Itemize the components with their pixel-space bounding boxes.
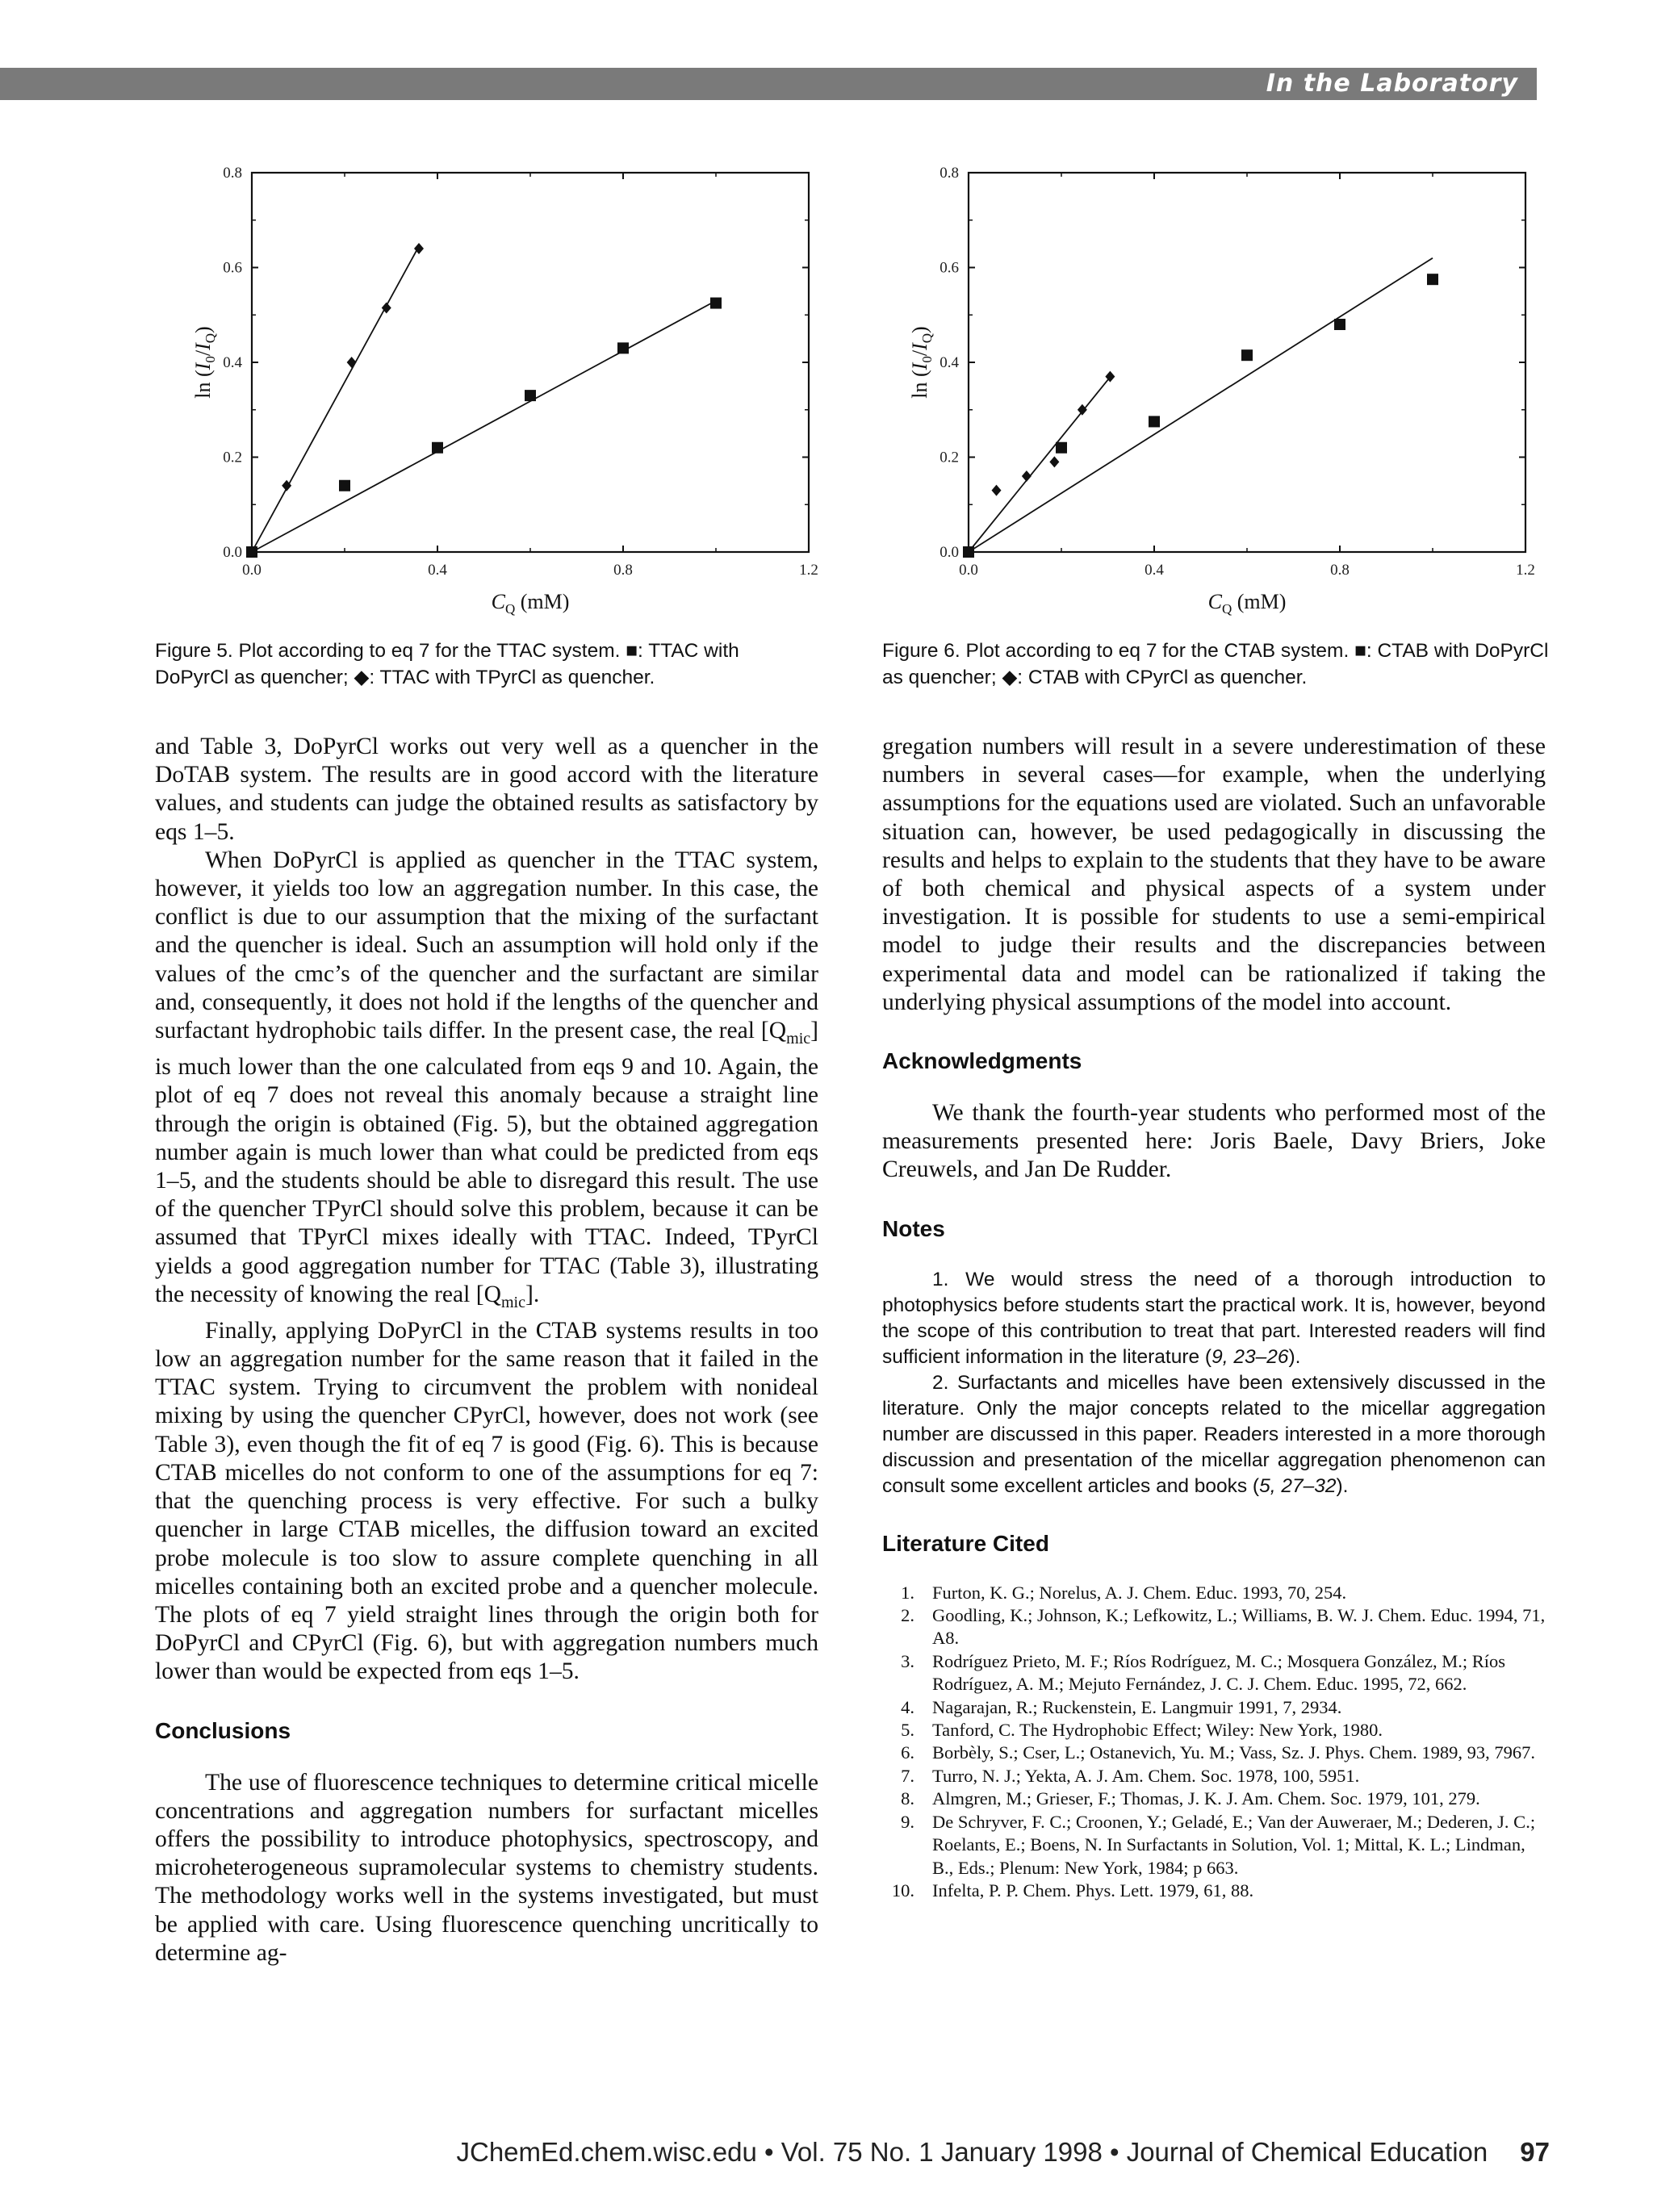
acknowledgments-text: We thank the fourth-year students who performed most of the measurements presented here: Joris Baele, Davy Briers, Joke Creuwels, and Jan De Rudder. (882, 1100, 1546, 1183)
square-point (1056, 442, 1067, 454)
square-point (432, 442, 443, 454)
square-point (1149, 416, 1160, 427)
square-point (1241, 349, 1253, 361)
reference-item: 10. Infelta, P. P. Chem. Phys. Lett. 1979, 61, 88. (891, 1880, 1254, 1900)
x-axis-title: $C_Q$ (mM) (1207, 590, 1287, 617)
y-tick-label: 0.2 (223, 449, 242, 466)
paragraph: When DoPyrCl is applied as quencher in the TTAC system, however, it yields too low an aggregation number. In this case, the conflict is due to our assumption that the mixing of the surfactant and the quencher is ideal. Such an assumption will hold only if the values of the cmc’s of the quencher and the surfactant are similar and, consequently, it does not hold if the lengths of the quencher and surfactant hydrophobic tails differ. In the present case, the real $[Q_{mic}]$ is much lower than the one calculated from eqs 9 and 10. Again, the plot of eq 7 does not reveal this anomaly because a straight line through the origin is obtained (Fig. 5), but the obtained aggregation number again is much lower than what could be predicted from eqs 1–5, and the students should be able to disregard this result. The use of the quencher TPyrCl should solve this problem, because it can be assumed that TPyrCl mixes ideally with TTAC. Indeed, TPyrCl yields a good aggregation number for TTAC (Table 3), illustrating the necessity of knowing the real $[Q_{mic}]$. (155, 847, 818, 1311)
paragraph: Finally, applying DoPyrCl in the CTAB systems results in too low an aggregation number for the same reason that it failed in the TTAC system. Trying to circumvent the problem with nonideal mixing by using the quencher CPyrCl, however, does not work (see Table 3), even though the fit of eq 7 is good (Fig. 6). This is because CTAB micelles do not conform to one of the assumptions for eq 7: that the quenching process is very effective. For such a bulky quencher in large CTAB micelles, the diffusion toward an excited probe molecule is too slow to assure complete quenching in all micelles containing both an excited probe and a quencher molecule. The plots of eq 7 yield straight lines through the origin both for DoPyrCl and CPyrCl (Fig. 6), but with aggregation numbers much lower than would be expected from eqs 1–5. (155, 1317, 818, 1685)
diamond-point (1049, 456, 1059, 467)
note-2: 2. Surfactants and micelles have been extensively discussed in the literature. Only the major concepts related to the micellar aggregation number are discussed in this paper. Readers interested in a more thorough discussion and presentation of the micellar aggregation phenomenon can consult some excellent articles and books (5, 27–32). (882, 1371, 1546, 1497)
y-axis-title: $\ln (I_0/I_Q)$ (908, 326, 935, 399)
figure-6-caption: Figure 6. Plot according to eq 7 for the CTAB system. ■: CTAB with DoPyrCl as quencher; ◆: CTAB with CPyrCl as quencher. (882, 640, 1549, 688)
fit-line (969, 258, 1433, 552)
square-point (617, 342, 629, 353)
paragraph: and Table 3, DoPyrCl works out very well as a quencher in the DoTAB system. The results are in good accord with the literature values, and students can judge the obtained results as satisfactory by eqs 1–5. (155, 734, 818, 845)
figure-5 (186, 161, 847, 629)
reference-item: 6. Borbèly, S.; Cser, L.; Ostanevich, Yu. M.; Vass, Sz. J. Phys. Chem. 1989, 93, 7967. (901, 1742, 1536, 1763)
diamond-point (992, 485, 1002, 496)
literature-heading: Literature Cited (882, 1530, 1049, 1556)
y-tick-label: 0.4 (223, 354, 242, 371)
reference-item: 5. Tanford, C. The Hydrophobic Effect; Wiley: New York, 1980. (901, 1720, 1383, 1741)
square-point (525, 390, 536, 401)
page-footer (0, 2137, 1550, 2168)
square-point (339, 480, 350, 491)
figure-6 (902, 161, 1564, 629)
x-tick-label: 0.0 (959, 562, 978, 579)
notes (882, 1267, 1546, 1499)
y-tick-label: 0.8 (223, 165, 242, 182)
y-tick-label: 0.0 (939, 544, 959, 561)
x-tick-label: 1.2 (1516, 562, 1535, 579)
paragraph: The use of fluorescence techniques to determine critical micelle concentrations and aggregation numbers for surfactant micelles offers the possibility to introduce photophysics, spectroscopy, and microheterogeneous supramolecular systems to chemistry students. The methodology works well in the systems investigated, but must be applied with care. Using fluorescence quenching uncritically to determine ag- (155, 1769, 818, 1966)
square-point (1427, 274, 1438, 285)
square-point (1334, 319, 1345, 330)
square-point (710, 298, 722, 309)
reference-item: 8. Almgren, M.; Grieser, F.; Thomas, J. K. J. Am. Chem. Soc. 1979, 101, 279. (901, 1788, 1480, 1809)
reference-item: 7. Turro, N. J.; Yekta, A. J. Am. Chem. Soc. 1978, 100, 5951. (901, 1765, 1360, 1786)
fit-line (252, 301, 716, 552)
reference-list (882, 1582, 1546, 1903)
fit-line (969, 374, 1112, 552)
plot-frame (969, 173, 1525, 552)
reference-item: 3. Rodríguez Prieto, M. F.; Ríos Rodríguez, M. C.; Mosquera González, M.; Ríos Rodríguez, A. M.; Mejuto Fernández, J. C. J. Chem. Educ. 1995, 72, 662. (901, 1650, 1506, 1695)
right-column (882, 733, 1546, 1902)
x-tick-label: 1.2 (799, 562, 818, 579)
x-tick-label: 0.4 (428, 562, 447, 579)
reference-item: 1. Furton, K. G.; Norelus, A. J. Chem. Educ. 1993, 70, 254. (901, 1582, 1347, 1603)
y-tick-label: 0.6 (223, 259, 242, 277)
left-column (155, 733, 818, 1967)
x-tick-label: 0.8 (613, 562, 633, 579)
reference-item: 9. De Schryver, F. C.; Croonen, Y.; Geladé, E.; Van der Auweraer, M.; Dederen, J. C.; Roelants, E.; Boens, N. In Surfactants in Solution, Vol. 1; Mittal, K. L.; Lindman, B., Eds.; Plenum: New York, 1984; p 663. (901, 1811, 1536, 1878)
y-tick-label: 0.6 (939, 259, 959, 277)
conclusions-heading: Conclusions (155, 1717, 291, 1743)
figure-5-plot (186, 161, 847, 629)
acknowledgments-heading: Acknowledgments (882, 1048, 1082, 1074)
y-tick-label: 0.4 (939, 354, 959, 371)
x-tick-label: 0.8 (1330, 562, 1350, 579)
x-axis-title: $C_Q$ (mM) (491, 590, 570, 617)
x-tick-label: 0.0 (242, 562, 262, 579)
y-axis-title: $\ln (I_0/I_Q)$ (191, 326, 218, 399)
diamond-point (1022, 470, 1032, 482)
notes-heading: Notes (882, 1215, 945, 1241)
section-label: In the Laboratory (1266, 69, 1518, 98)
note-1: 1. We would stress the need of a thorough introduction to photophysics before students start the practical work. It is, however, beyond the scope of this contribution to treat that part. Interested readers will find sufficient information in the literature (9, 23–26). (882, 1268, 1546, 1368)
figure-6-plot (902, 161, 1564, 629)
reference-item: 2. Goodling, K.; Johnson, K.; Lefkowitz, L.; Williams, B. W. J. Chem. Educ. 1994, 71, A8. (901, 1605, 1546, 1649)
diamond-point (347, 357, 357, 368)
y-tick-label: 0.8 (939, 165, 959, 182)
paragraph: gregation numbers will result in a severe underestimation of these numbers in several cases—for example, when the underlying assumptions for the equations used are violated. Such an unfavorable situation can, however, be used pedagogically in discussing the results and helps to explain to the students that they have to be aware of both chemical and physical aspects of a system under investigation. It is possible for students to use a semi-empirical model to judge their results and the discrepancies between experimental data and model can be rationalized if taking the underlying physical assumptions of the model into account. (882, 734, 1546, 1015)
plot-frame (252, 173, 809, 552)
figure-5-caption: Figure 5. Plot according to eq 7 for the TTAC system. ■: TTAC with DoPyrCl as quencher; ◆: TTAC with TPyrCl as quencher. (155, 640, 739, 688)
y-tick-label: 0.0 (223, 544, 242, 561)
page-number: 97 (1520, 2137, 1550, 2167)
x-tick-label: 0.4 (1145, 562, 1164, 579)
diamond-point (1078, 404, 1087, 416)
footer-text: JChemEd.chem.wisc.edu • Vol. 75 No. 1 January 1998 • Journal of Chemical Education (456, 2137, 1488, 2167)
reference-item: 4. Nagarajan, R.; Ruckenstein, E. Langmuir 1991, 7, 2934. (901, 1696, 1342, 1717)
y-tick-label: 0.2 (939, 449, 959, 466)
